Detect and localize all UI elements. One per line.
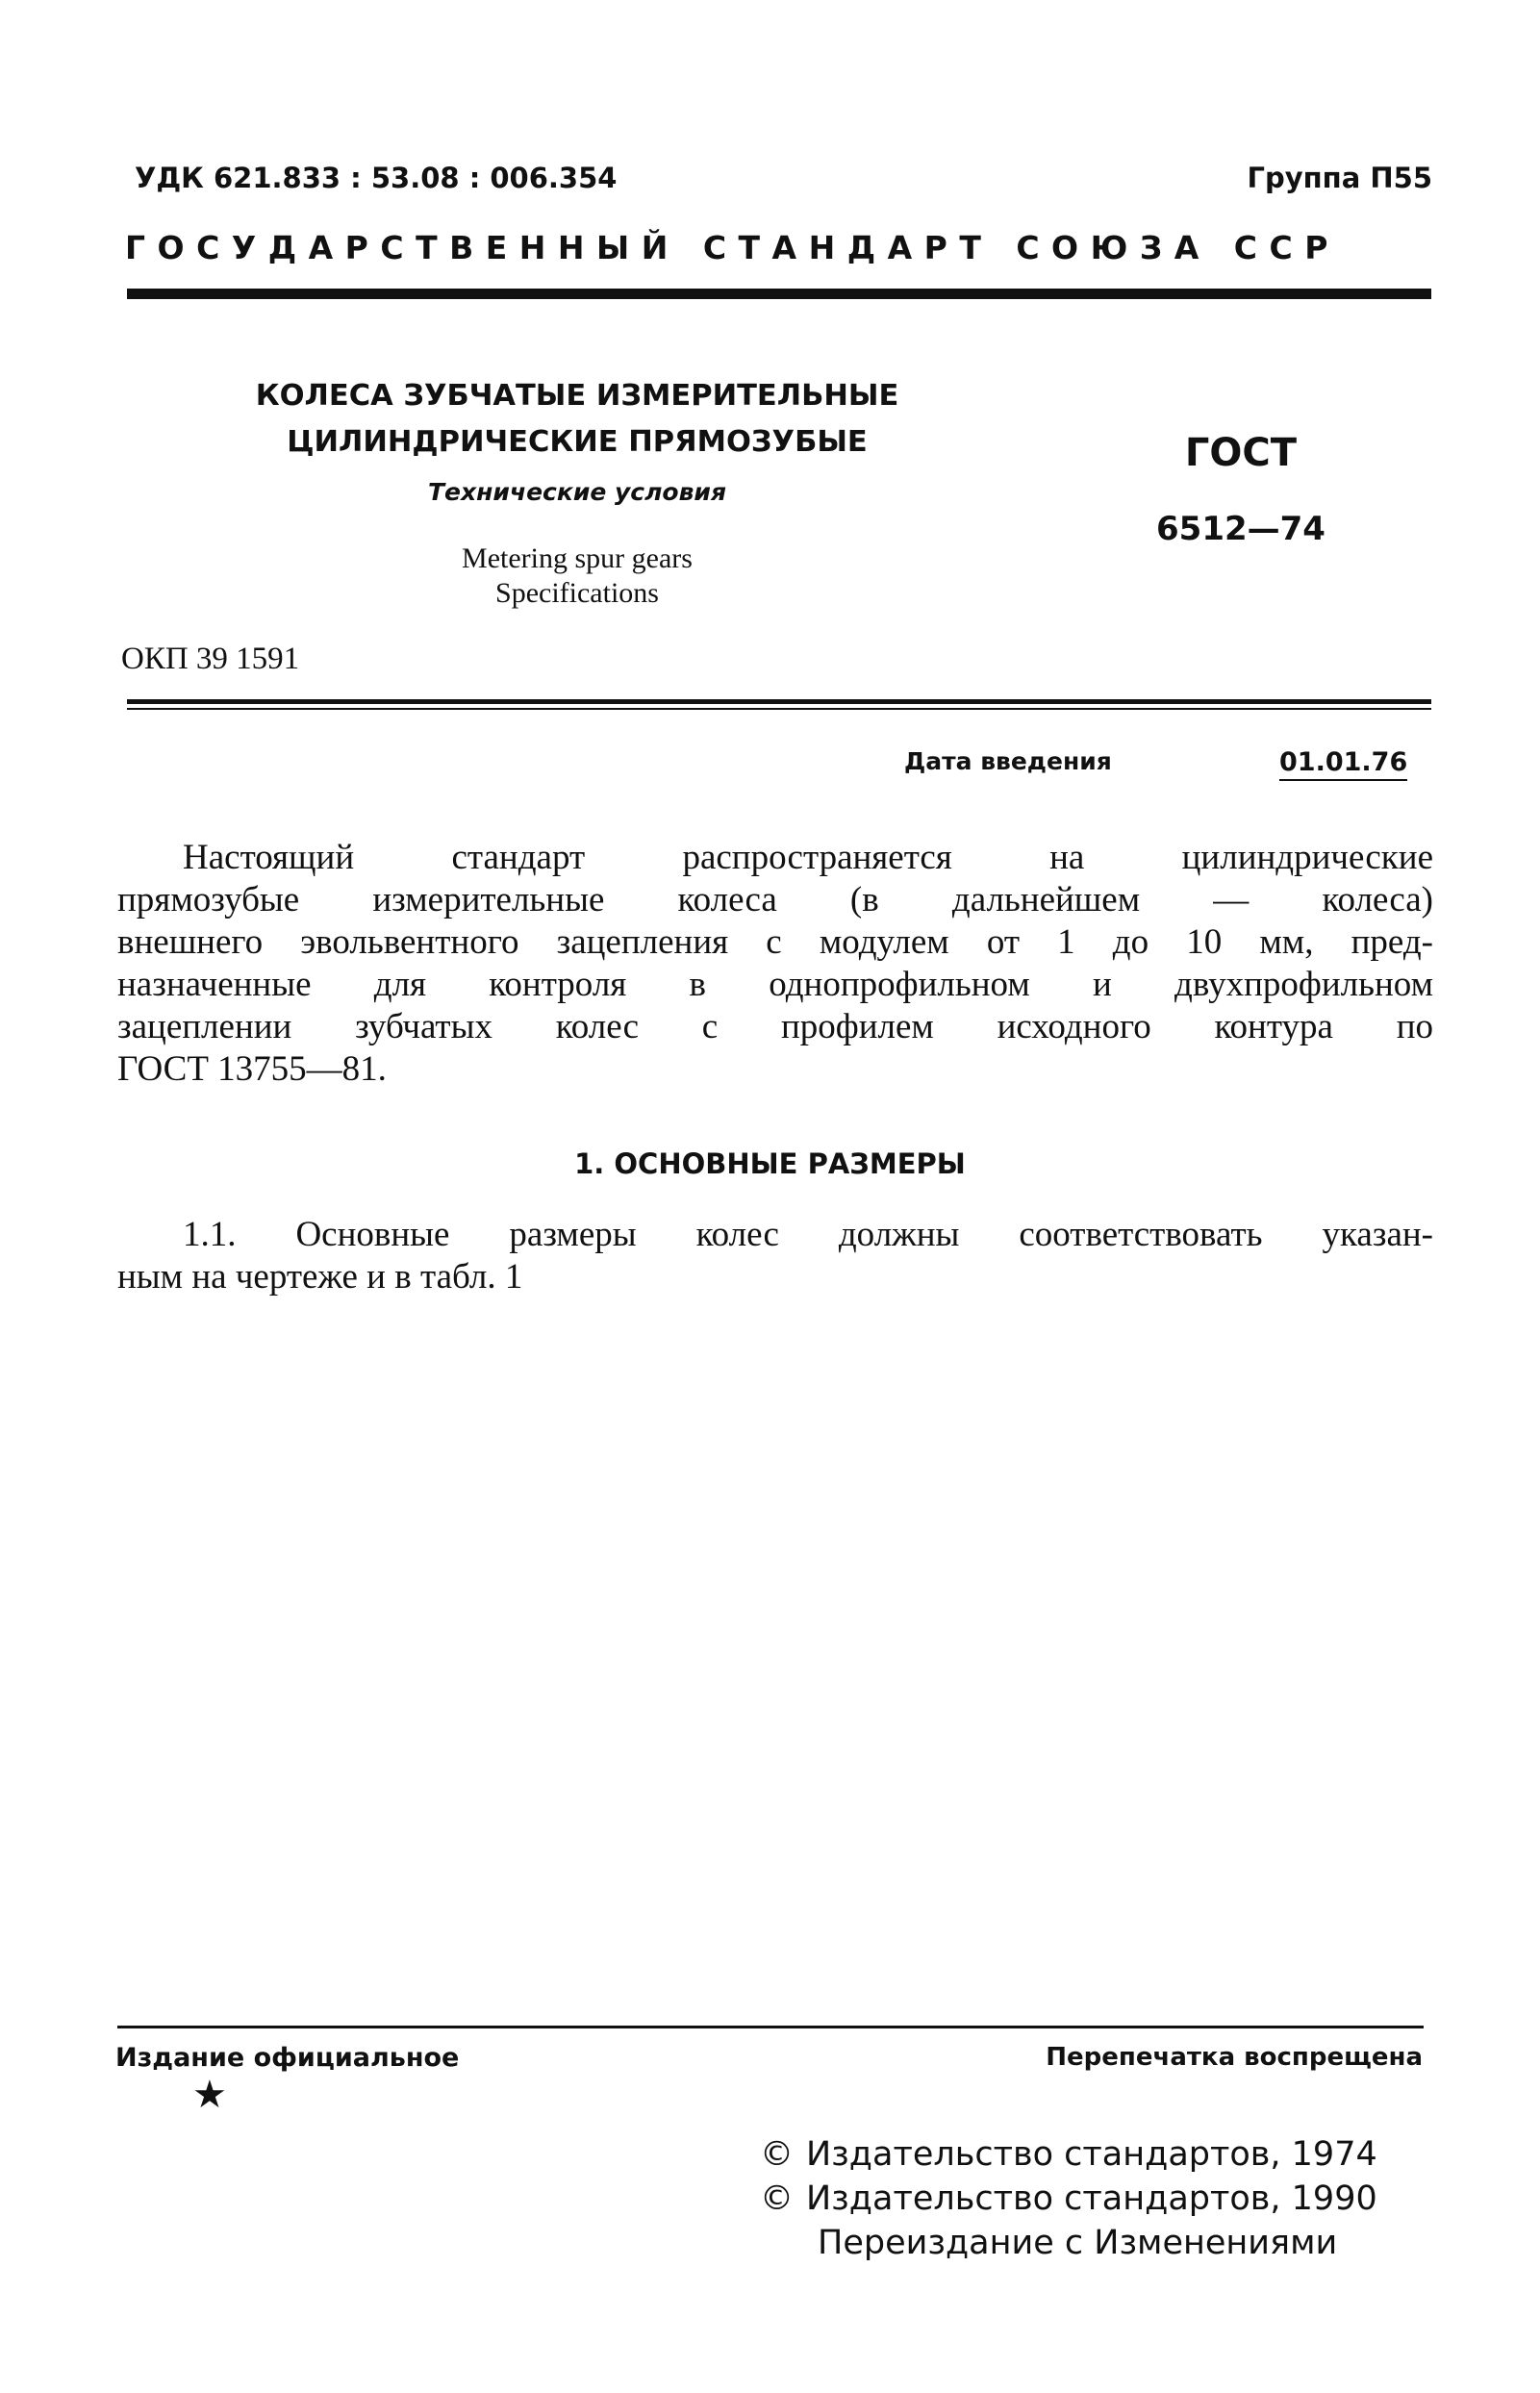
section-heading: 1. ОСНОВНЫЕ РАЗМЕРЫ xyxy=(574,1147,966,1180)
title-block-rule-thin xyxy=(127,708,1431,710)
gost-label: ГОСТ xyxy=(1184,431,1298,475)
sub-paragraph xyxy=(117,1214,1433,1298)
title-line-1: КОЛЕСА ЗУБЧАТЫЕ ИЗМЕРИТЕЛЬНЫЕ xyxy=(255,379,899,413)
state-standard-heading: ГОСУДАРСТВЕННЫЙ СТАНДАРТ СОЮЗА ССР xyxy=(125,229,1340,266)
copyright-text: Издательство стандартов, 1974 xyxy=(806,2135,1377,2174)
title-line-2: ЦИЛИНДРИЧЕСКИЕ ПРЯМОЗУБЫЕ xyxy=(287,425,868,459)
reissue-note: Переиздание с Изменениями xyxy=(818,2224,1338,2262)
document-subtitle: Технические условия xyxy=(428,478,726,506)
document-title xyxy=(240,373,914,466)
okp-code: ОКП 39 1591 xyxy=(121,642,300,676)
paragraph-line: зацеплении зубчатых колес с профилем исходного контура по xyxy=(117,1007,1433,1046)
gost-number: 6512—74 xyxy=(1156,510,1325,548)
intro-paragraph xyxy=(117,837,1433,1091)
paragraph-line: назначенные для контроля в однопрофильном и двухпрофильном xyxy=(117,965,1433,1004)
sub-paragraph-line: ным на чертеже и в табл. 1 xyxy=(117,1257,523,1297)
date-label: Дата введения xyxy=(904,747,1112,775)
header-rule xyxy=(127,289,1431,299)
reprint-note: Перепечатка воспрещена xyxy=(1046,2043,1423,2072)
copyright-text: Издательство стандартов, 1990 xyxy=(806,2179,1377,2218)
copyright-icon: © xyxy=(760,2135,794,2174)
footer-rule xyxy=(117,2026,1424,2028)
copyright-line xyxy=(760,2132,1377,2177)
english-title-line-2: Specifications xyxy=(495,577,659,609)
sub-paragraph-line: 1.1. Основные размеры колес должны соответствовать указан- xyxy=(183,1215,1433,1254)
title-block-rule xyxy=(127,699,1431,704)
paragraph-line: прямозубые измерительные колеса (в дальнейшем — колеса) xyxy=(117,880,1433,919)
udk-code: УДК 621.833 : 53.08 : 006.354 xyxy=(135,162,618,194)
copyright-line xyxy=(760,2177,1377,2221)
copyright-icon: © xyxy=(760,2179,794,2218)
english-title-line-1: Metering spur gears xyxy=(462,542,693,574)
star-icon: ★ xyxy=(192,2073,227,2116)
copyright-block xyxy=(760,2132,1377,2265)
edition-note: Издание официальное xyxy=(115,2043,460,2073)
paragraph-line: внешнего эвольвентного зацепления с модулем от 1 до 10 мм, пред- xyxy=(117,922,1433,962)
paragraph-line: ГОСТ 13755—81. xyxy=(117,1049,387,1089)
date-value: 01.01.76 xyxy=(1279,747,1407,781)
paragraph-line: Настоящий стандарт распространяется на цилиндрические xyxy=(183,838,1433,877)
group-code: Группа П55 xyxy=(1247,162,1432,194)
english-title xyxy=(240,542,914,611)
